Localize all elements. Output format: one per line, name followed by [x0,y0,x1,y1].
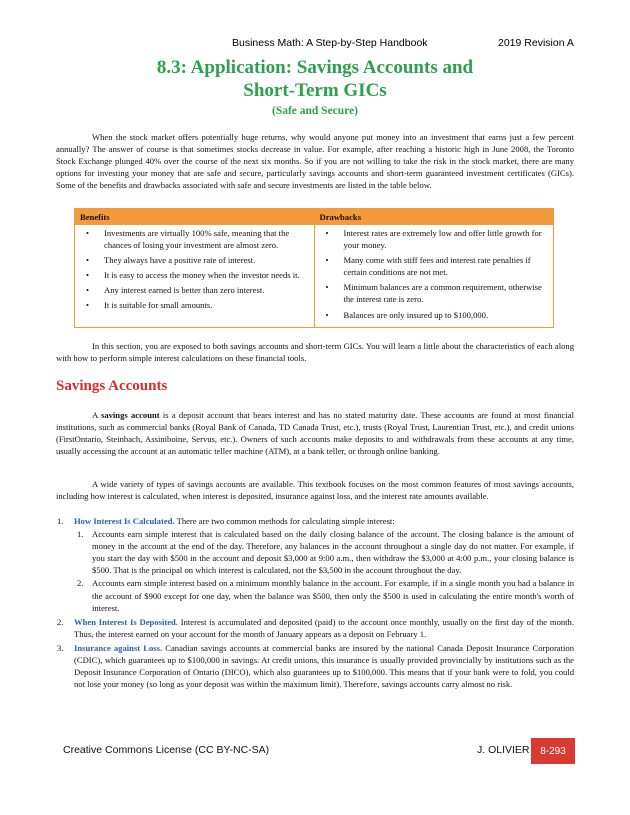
list-number: 3. [57,642,64,653]
sub-list-item [74,577,574,613]
benefit-item: • It is easy to access the money when the investor needs it. [80,269,309,281]
list-item [56,642,574,690]
sub-list-text: Accounts earn simple interest that is calculated based on the daily closing balance of the account. The closing balance is the amount of money in the account at the end of the day. Therefore, any balances in the account throughout a single day do not matter. For example, if you start the day with $500 in the account and deposit $3,000 at 9:00 a.m., then withdraw the $3,000 at 4:00 p.m., your closing balance is $500. That is the principal on which interest is calculated, not the $3,500 in the account throughout the day. [92,529,574,576]
savings-features-list [56,515,574,692]
sub-list-text: Accounts earn simple interest based on a minimum monthly balance in the account. For example, if in a single month you had a balance in the account of $900 except for one day, when the balance was $500, then only the $500 is used in calculating the entire month's worth of interest. [92,578,574,613]
table-header-benefits: Benefits [75,209,315,225]
term-savings-account: savings account [100,410,160,420]
benefit-item: • They always have a positive rate of interest. [80,254,309,266]
sub-list-item [74,528,574,576]
benefits-drawbacks-table [74,208,554,328]
drawbacks-cell [314,225,554,328]
savings-account-definition [56,409,574,457]
definition-text: is a deposit account that bears interest and has no stated maturity date. These accounts are found at most financial institutions, such as commercial banks (Royal Bank of Canada, TD Canada Trust, etc.), trusts (Royal Trust, Laurentian Trust, etc.), and credit unions (FirstOntario, Steinbach, Assiniboine, Servus, etc.). Owners of such accounts make deposits to and withdrawals from these accounts at any time, usually accessing the account at an automatic teller machine (ATM), at a bank teller, or through online banking. [56,410,574,457]
drawback-item: • Interest rates are extremely low and offer little growth for your money. [320,227,549,251]
list-text: Interest is accumulated and deposited (paid) to the account once monthly, usually on the first day of the month. Thus, the interest earned on your account for the month of January appears as a deposit on February 1. [74,616,574,639]
drawback-item: • Minimum balances are a common requirement, otherwise the interest rate is zero. [320,281,549,305]
page-title-line-2: Short-Term GICs [243,80,387,101]
page-subtitle: (Safe and Secure) [271,105,359,117]
benefits-list [80,227,309,312]
benefit-item: • Investments are virtually 100% safe, meaning that the chances of losing your investment are almost zero. [80,227,309,251]
section-heading-savings-accounts: Savings Accounts [56,378,168,394]
drawback-item: • Many come with stiff fees and interest rate penalties if certain conditions are not met. [320,254,549,278]
table-header-row [75,209,554,225]
running-head-revision: 2019 Revision A [498,37,574,49]
intro-paragraph: When the stock market offers potentially huge returns, why would anyone put money into an investment that earns just a few percent annually? The answer of course is that sometimes stocks decrease in value. For example, after reaching a historic high in June 2008, the Toronto Stock Exchange plunged 40% over the course of the next six months. So if you are not willing to take the risk in the stock market, there are many options for investing your money that are safe and secure, particularly savings accounts and short-term guaranteed investment certificates (GICs). Some of the benefits and drawbacks associated with safe and secure investments are listed in the table below. [56,132,574,191]
list-heading-interest-deposited: When Interest Is Deposited. [74,616,178,627]
list-text: There are two common methods for calculating simple interest: [174,516,395,526]
list-heading-interest-calculated: How Interest Is Calculated. [74,516,175,526]
footer-license: Creative Commons License (CC BY-NC-SA) [63,744,270,756]
after-table-paragraph: In this section, you are exposed to both savings accounts and short-term GICs. You will learn a little about the characteristics of each along with how to perform simple interest calculations on these financial tools. [56,341,574,364]
sub-list-number: 1. [77,529,84,540]
list-item [56,515,574,614]
table-body-row [75,225,554,328]
drawbacks-list [320,227,549,321]
title-block [0,56,630,119]
list-heading-insurance: Insurance against Loss. [74,642,163,653]
page-number-badge: 8-293 [531,738,575,764]
table-header-drawbacks: Drawbacks [314,209,554,225]
definition-lead: A [92,410,101,420]
benefit-item: • Any interest earned is better than zero interest. [80,284,309,296]
page-title-line-1: 8.3: Application: Savings Accounts and [156,57,474,78]
list-text: Canadian savings accounts at commercial banks are insured by the national Canada Deposit Insurance Corporation (CDIC), which guarantees up to $100,000 in savings. At credit unions, this insurance is usually provided provincially by institutions such as the Deposit Insurance Corporation of Ontario (DICO), which also guarantees up to $100,000. This means that if your bank were to fold, you could not lose your money (so long as your deposit was within the maximum limit). Therefore, savings accounts carry almost no risk. [74,642,574,690]
running-head-book-title: Business Math: A Step-by-Step Handbook [232,37,428,49]
footer-author: J. OLIVIER [477,744,530,756]
drawback-item: • Balances are only insured up to $100,000. [320,309,549,321]
list-number: 2. [57,616,64,627]
benefit-item: • It is suitable for small amounts. [80,299,309,311]
sub-list-number: 2. [77,578,84,589]
list-number: 1. [57,516,64,526]
list-item [56,616,574,640]
benefits-cell [75,225,315,328]
savings-types-paragraph: A wide variety of types of savings accounts are available. This textbook focuses on the most common features of most savings accounts, including how interest is calculated, when interest is deposited, insurance against loss, and the interest rate amounts available. [56,479,574,502]
